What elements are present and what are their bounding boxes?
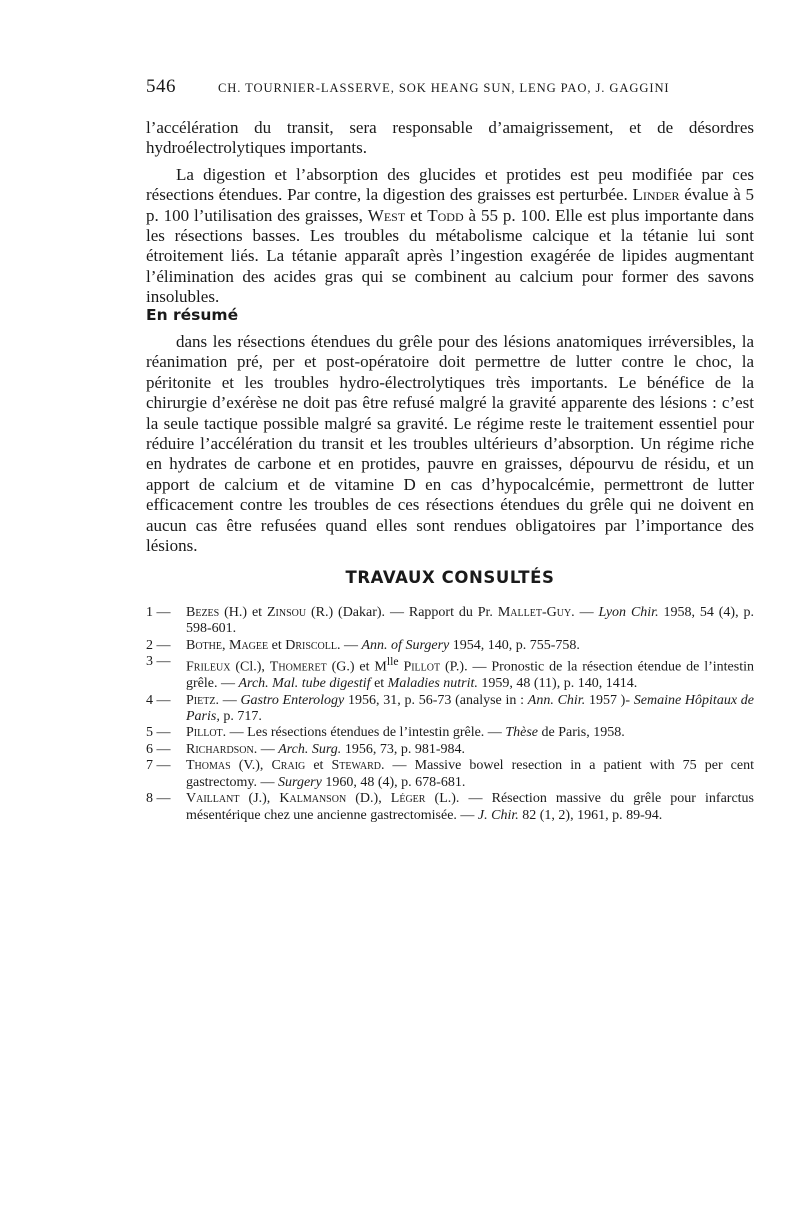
- paragraph-2: [146, 165, 754, 308]
- reference-text: [186, 742, 754, 758]
- reference-number: 1 —: [146, 605, 171, 620]
- ref-text: 1954, 140, p. 755-758.: [449, 637, 580, 653]
- reference-item: [146, 693, 754, 726]
- reference-number: 4 —: [146, 692, 171, 708]
- ref-text: 82 (1, 2), 1961, p. 89-94.: [518, 807, 663, 823]
- ref-author: Craig: [271, 758, 306, 774]
- ref-journal: Lyon Chir.: [598, 605, 659, 620]
- ref-superscript: lle: [386, 655, 399, 669]
- ref-text: (J.),: [239, 791, 280, 807]
- ref-text: (P.). — Pronostic de la résection étendue de l’intestin grêle. —: [186, 659, 754, 692]
- ref-author: Zinsou: [266, 605, 307, 620]
- resume-paragraph: dans les résections étendues du grêle pour des lésions anatomiques irréversibles, la réanimation pré, per et post-opératoire doit permettre de lutter contre le choc, la péritonite et les troubles hydro-électrolytiques très importants. Le bénéfice de la chirurgie d’exérèse ne doit pas être refusé malgré la gravité apparente des lésions : c’est la seule tactique possible malgré sa gravité. Le régime reste le traitement essentiel pour réduire l’accélération du transit et les troubles ultérieurs d’absorption. Un régime riche en hydrates de carbone et en protides, pauvre en graisses, dépourvu de résidu, et un apport de calcium et de vitamine D en cas d’hypocalcémie, permettront de lutter efficacement contre les troubles de ces résections étendues du grêle qui ne doivent en aucun cas être refusées quand elles sont rendues obligatoires par l’importance des lésions.: [146, 332, 754, 556]
- running-head: CH. TOURNIER-LASSERVE, SOK HEANG SUN, LENG PAO, J. GAGGINI: [218, 81, 670, 95]
- reference-item: [146, 725, 754, 741]
- reference-item: [146, 791, 754, 824]
- ref-text: et: [305, 758, 332, 774]
- p2-part-a: La digestion et l’absorption des glucides et protides est peu modifiée par ces résections étendues. Par contre, la digestion des graisses est perturbée.: [146, 164, 754, 205]
- author-west: West: [367, 205, 406, 225]
- ref-journal: Thèse: [505, 725, 538, 741]
- ref-author: Léger: [390, 791, 426, 807]
- ref-text: p. 717.: [219, 709, 262, 724]
- ref-text: . —: [571, 605, 599, 620]
- ref-journal: Semaine Hôpitaux de Paris,: [186, 692, 754, 724]
- reference-item: [146, 638, 754, 654]
- p2-part-d: à 55 p. 100. Elle est plus importante dans les résections basses. Les troubles du métabolisme calcique et la tétanie lui sont étroitement liés. La tétanie apparaît après l’ingestion exagérée de lipides augmentant l’élimination des acides gras qui se combinent au calcium pour former des savons insolubles.: [146, 205, 755, 307]
- resume-text: [146, 332, 754, 556]
- ref-author: Thomeret: [269, 659, 327, 675]
- ref-journal: J. Chir.: [477, 807, 519, 823]
- ref-journal: Maladies nutrit.: [387, 676, 478, 692]
- ref-text: (G.) et M: [326, 659, 387, 675]
- p2-part-c: et: [410, 205, 423, 225]
- p2-part-b: évalue à 5 p. 100 l’utilisation des graisses,: [146, 185, 754, 225]
- ref-journal: Surgery: [278, 774, 322, 790]
- ref-text: (R.) (Dakar). — Rapport du Pr.: [306, 605, 498, 620]
- ref-author: Bezes: [186, 605, 220, 620]
- reference-text: [186, 791, 754, 824]
- author-todd: Todd: [427, 205, 464, 225]
- ref-text: . — Les résections étendues de l’intestin grêle. —: [222, 725, 506, 741]
- ref-text: . —: [215, 692, 241, 708]
- reference-text: [186, 654, 754, 692]
- ref-author: Richardson: [186, 741, 254, 757]
- reference-item: [146, 605, 754, 638]
- ref-text: 1956, 31, p. 56-73 (analyse in :: [344, 692, 528, 708]
- reference-item: [146, 742, 754, 758]
- section-heading-resume: En résumé: [146, 306, 239, 324]
- ref-author: Kalmanson: [279, 791, 347, 807]
- ref-author: Pillot: [186, 725, 223, 741]
- reference-text: [186, 693, 754, 726]
- reference-item: [146, 654, 754, 692]
- references-list: [146, 605, 754, 824]
- reference-text: [186, 638, 754, 654]
- paragraph-1: l’accélération du transit, sera responsable d’amaigrissement, et de désordres hydroélectrolytiques importants.: [146, 118, 754, 158]
- ref-author: Mallet-Guy: [497, 605, 572, 620]
- ref-text: . —: [253, 741, 279, 757]
- ref-journal: Arch. Mal. tube digestif: [238, 676, 371, 692]
- ref-author: Driscoll: [285, 637, 337, 653]
- ref-text: (V.),: [230, 758, 272, 774]
- reference-number: 7 —: [146, 758, 171, 774]
- ref-text: et: [370, 676, 388, 692]
- ref-text: . — Massive bowel resection in a patient with 75 per cent gastrectomy. —: [186, 758, 754, 790]
- ref-text: (H.) et: [219, 605, 267, 620]
- ref-text: (Cl.),: [230, 659, 270, 675]
- ref-author: Steward: [331, 758, 381, 774]
- ref-text: 1956, 73, p. 981-984.: [341, 741, 465, 757]
- reference-number: 3 —: [146, 654, 171, 670]
- ref-journal: Ann. Chir.: [527, 692, 586, 708]
- ref-journal: Gastro Enterology: [240, 692, 345, 708]
- ref-author: Thomas: [186, 758, 231, 774]
- ref-text: 1960, 48 (4), p. 678-681.: [321, 774, 466, 790]
- reference-text: [186, 758, 754, 791]
- author-linder: Linder: [632, 185, 680, 205]
- ref-author: Pillot: [403, 659, 441, 675]
- ref-author: Vaillant: [186, 791, 240, 807]
- ref-text: (D.),: [346, 791, 391, 807]
- ref-text: de Paris, 1958.: [537, 725, 625, 741]
- ref-journal: Ann. of Surgery: [361, 637, 450, 653]
- ref-text: . —: [337, 637, 362, 653]
- ref-author: Frileux: [186, 659, 231, 675]
- reference-item: [146, 758, 754, 791]
- ref-text: 1957 )-: [585, 692, 631, 708]
- references-heading: TRAVAUX CONSULTÉS: [345, 568, 555, 587]
- ref-text: et: [268, 637, 286, 653]
- ref-author: Pietz: [186, 692, 216, 708]
- reference-number: 6 —: [146, 741, 171, 757]
- ref-text: 1959, 48 (11), p. 140, 1414.: [477, 676, 638, 692]
- reference-text: [186, 605, 754, 638]
- ref-journal: Arch. Surg.: [278, 741, 342, 757]
- reference-number: 2 —: [146, 637, 171, 653]
- body-text: [146, 118, 754, 308]
- ref-text: (L.). — Résection massive du grêle pour infarctus mésentérique chez une ancienne gastrectomisée. —: [186, 791, 754, 823]
- reference-number: 8 —: [146, 791, 171, 807]
- ref-author: Bothe, Magee: [186, 637, 269, 653]
- reference-number: 5 —: [146, 725, 171, 741]
- ref-text: 1958, 54 (4), p. 598-601.: [186, 605, 754, 637]
- reference-text: [186, 725, 754, 741]
- page-number: 546: [146, 76, 176, 97]
